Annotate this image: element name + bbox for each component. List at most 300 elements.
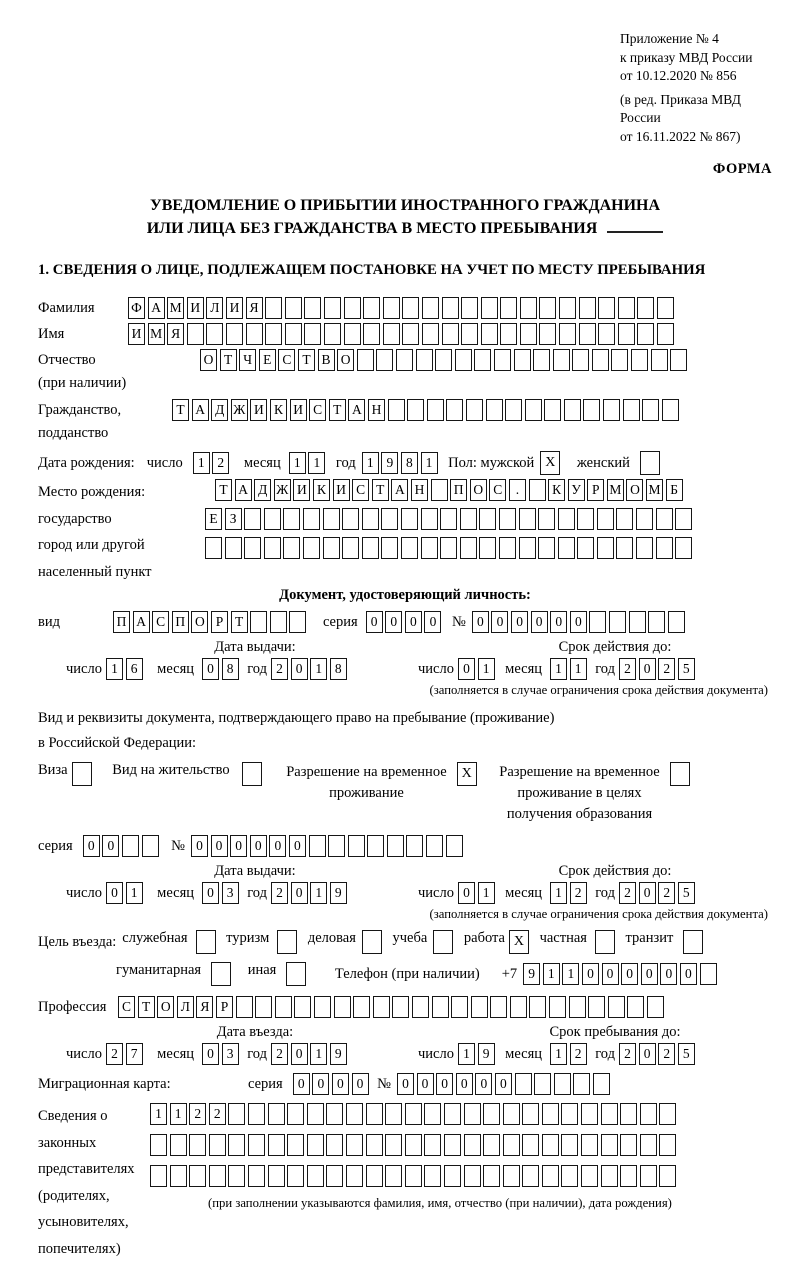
form-cell[interactable] [440, 537, 457, 559]
form-cell[interactable] [598, 323, 615, 345]
form-cell[interactable] [481, 323, 498, 345]
form-cell[interactable] [189, 1134, 206, 1156]
form-cell[interactable]: 5 [678, 658, 695, 680]
form-cell[interactable] [542, 1165, 559, 1187]
form-cell[interactable] [483, 1103, 500, 1125]
form-cell[interactable]: 0 [312, 1073, 329, 1095]
form-cell[interactable] [366, 1103, 383, 1125]
form-cell[interactable]: 0 [83, 835, 100, 857]
form-cell[interactable]: С [152, 611, 169, 633]
form-cell[interactable] [515, 1073, 532, 1095]
form-cell[interactable] [670, 762, 690, 786]
form-cell[interactable] [405, 1103, 422, 1125]
form-cell[interactable]: М [148, 323, 165, 345]
form-cell[interactable] [479, 508, 496, 530]
form-cell[interactable] [581, 1165, 598, 1187]
form-cell[interactable]: 0 [660, 963, 677, 985]
form-cell[interactable] [383, 323, 400, 345]
form-cell[interactable] [307, 1103, 324, 1125]
form-cell[interactable] [401, 508, 418, 530]
form-cell[interactable] [196, 930, 216, 954]
form-cell[interactable] [583, 399, 600, 421]
form-cell[interactable] [255, 996, 272, 1018]
form-cell[interactable] [640, 1165, 657, 1187]
form-cell[interactable] [432, 996, 449, 1018]
form-cell[interactable] [314, 996, 331, 1018]
form-cell[interactable]: 1 [362, 452, 379, 474]
form-cell[interactable]: 0 [397, 1073, 414, 1095]
form-cell[interactable] [444, 1165, 461, 1187]
form-cell[interactable] [675, 508, 692, 530]
form-cell[interactable]: У [568, 479, 585, 501]
form-cell[interactable] [367, 835, 384, 857]
form-cell[interactable]: 5 [678, 1043, 695, 1065]
form-cell[interactable]: 1 [478, 882, 495, 904]
form-cell[interactable]: 0 [456, 1073, 473, 1095]
form-cell[interactable] [620, 1134, 637, 1156]
form-cell[interactable] [205, 537, 222, 559]
form-cell[interactable] [323, 508, 340, 530]
form-cell[interactable]: Я [246, 297, 263, 319]
form-cell[interactable]: 0 [472, 611, 489, 633]
form-cell[interactable] [287, 1165, 304, 1187]
form-cell[interactable]: 9 [523, 963, 540, 985]
form-cell[interactable] [244, 537, 261, 559]
form-cell[interactable]: 1 [478, 658, 495, 680]
form-cell[interactable]: 0 [436, 1073, 453, 1095]
form-cell[interactable] [544, 399, 561, 421]
form-cell[interactable] [283, 508, 300, 530]
form-cell[interactable] [500, 323, 517, 345]
form-cell[interactable] [268, 1134, 285, 1156]
form-cell[interactable] [373, 996, 390, 1018]
form-cell[interactable] [264, 508, 281, 530]
form-cell[interactable] [525, 399, 542, 421]
form-cell[interactable] [287, 1134, 304, 1156]
form-cell[interactable] [647, 996, 664, 1018]
form-cell[interactable] [363, 323, 380, 345]
form-cell[interactable] [304, 323, 321, 345]
form-cell[interactable] [451, 996, 468, 1018]
form-cell[interactable]: 1 [570, 658, 587, 680]
form-cell[interactable] [309, 835, 326, 857]
form-cell[interactable] [656, 508, 673, 530]
form-cell[interactable]: 0 [639, 1043, 656, 1065]
form-cell[interactable] [209, 1134, 226, 1156]
form-cell[interactable] [657, 297, 674, 319]
form-cell[interactable] [421, 508, 438, 530]
form-cell[interactable] [268, 1103, 285, 1125]
form-cell[interactable]: 3 [222, 1043, 239, 1065]
form-cell[interactable]: М [167, 297, 184, 319]
form-cell[interactable] [285, 297, 302, 319]
form-cell[interactable] [514, 349, 531, 371]
form-cell[interactable]: Р [216, 996, 233, 1018]
form-cell[interactable]: 0 [211, 835, 228, 857]
form-cell[interactable] [424, 1103, 441, 1125]
form-cell[interactable]: 0 [202, 882, 219, 904]
form-cell[interactable] [636, 537, 653, 559]
form-cell[interactable] [307, 1134, 324, 1156]
form-cell[interactable] [558, 537, 575, 559]
form-cell[interactable] [542, 1103, 559, 1125]
form-cell[interactable]: 0 [291, 882, 308, 904]
form-cell[interactable] [283, 537, 300, 559]
form-cell[interactable] [444, 1103, 461, 1125]
form-cell[interactable]: К [548, 479, 565, 501]
form-cell[interactable] [538, 508, 555, 530]
form-cell[interactable]: 0 [385, 611, 402, 633]
form-cell[interactable]: А [391, 479, 408, 501]
form-cell[interactable] [510, 996, 527, 1018]
form-cell[interactable] [533, 349, 550, 371]
form-cell[interactable]: 2 [106, 1043, 123, 1065]
form-cell[interactable] [446, 399, 463, 421]
form-cell[interactable]: 2 [658, 882, 675, 904]
form-cell[interactable]: Т [220, 349, 237, 371]
form-cell[interactable] [362, 537, 379, 559]
form-cell[interactable]: 0 [550, 611, 567, 633]
form-cell[interactable]: О [470, 479, 487, 501]
form-cell[interactable]: С [352, 479, 369, 501]
form-cell[interactable] [464, 1103, 481, 1125]
form-cell[interactable]: И [187, 297, 204, 319]
form-cell[interactable] [611, 349, 628, 371]
form-cell[interactable] [455, 349, 472, 371]
form-cell[interactable] [342, 537, 359, 559]
form-cell[interactable] [362, 508, 379, 530]
form-cell[interactable] [598, 297, 615, 319]
form-cell[interactable] [601, 1134, 618, 1156]
form-cell[interactable] [601, 1103, 618, 1125]
form-cell[interactable] [627, 996, 644, 1018]
form-cell[interactable] [561, 1134, 578, 1156]
form-cell[interactable] [559, 323, 576, 345]
form-cell[interactable] [471, 996, 488, 1018]
form-cell[interactable] [431, 479, 448, 501]
form-cell[interactable] [142, 835, 159, 857]
form-cell[interactable]: 0 [475, 1073, 492, 1095]
form-cell[interactable] [402, 323, 419, 345]
form-cell[interactable] [324, 323, 341, 345]
form-cell[interactable] [385, 1165, 402, 1187]
form-cell[interactable]: Р [587, 479, 604, 501]
form-cell[interactable] [421, 537, 438, 559]
form-cell[interactable]: 8 [222, 658, 239, 680]
form-cell[interactable]: Я [167, 323, 184, 345]
form-cell[interactable]: 2 [619, 1043, 636, 1065]
form-cell[interactable]: 0 [405, 611, 422, 633]
form-cell[interactable]: 0 [491, 611, 508, 633]
form-cell[interactable] [631, 349, 648, 371]
form-cell[interactable] [304, 297, 321, 319]
form-cell[interactable]: О [200, 349, 217, 371]
form-cell[interactable] [433, 930, 453, 954]
form-cell[interactable] [640, 1134, 657, 1156]
form-cell[interactable] [422, 323, 439, 345]
form-cell[interactable] [381, 508, 398, 530]
form-cell[interactable]: 5 [678, 882, 695, 904]
form-cell[interactable]: И [128, 323, 145, 345]
form-cell[interactable] [520, 297, 537, 319]
form-cell[interactable] [242, 762, 262, 786]
form-cell[interactable]: П [172, 611, 189, 633]
form-cell[interactable] [416, 349, 433, 371]
form-cell[interactable] [442, 323, 459, 345]
form-cell[interactable] [642, 399, 659, 421]
form-cell[interactable] [228, 1134, 245, 1156]
form-cell[interactable] [597, 508, 614, 530]
form-cell[interactable] [383, 297, 400, 319]
form-cell[interactable]: 0 [332, 1073, 349, 1095]
form-cell[interactable] [640, 1103, 657, 1125]
form-cell[interactable] [170, 1134, 187, 1156]
form-cell[interactable] [342, 508, 359, 530]
form-cell[interactable] [549, 996, 566, 1018]
form-cell[interactable] [402, 297, 419, 319]
form-cell[interactable] [225, 537, 242, 559]
form-cell[interactable]: 2 [189, 1103, 206, 1125]
form-cell[interactable]: 2 [271, 658, 288, 680]
form-cell[interactable]: 1 [310, 1043, 327, 1065]
form-cell[interactable] [538, 537, 555, 559]
form-cell[interactable] [460, 508, 477, 530]
form-cell[interactable]: 0 [602, 963, 619, 985]
form-cell[interactable] [581, 1134, 598, 1156]
form-cell[interactable]: 2 [658, 1043, 675, 1065]
form-cell[interactable]: 0 [291, 658, 308, 680]
form-cell[interactable]: Н [368, 399, 385, 421]
form-cell[interactable] [392, 996, 409, 1018]
form-cell[interactable]: Д [254, 479, 271, 501]
form-cell[interactable] [559, 297, 576, 319]
form-cell[interactable]: 0 [424, 611, 441, 633]
form-cell[interactable] [328, 835, 345, 857]
form-cell[interactable]: 0 [641, 963, 658, 985]
form-cell[interactable] [577, 508, 594, 530]
form-cell[interactable]: 8 [401, 452, 418, 474]
form-cell[interactable]: 6 [126, 658, 143, 680]
form-cell[interactable] [346, 1165, 363, 1187]
form-cell[interactable] [285, 323, 302, 345]
form-cell[interactable] [479, 537, 496, 559]
form-cell[interactable]: 2 [271, 1043, 288, 1065]
form-cell[interactable] [265, 323, 282, 345]
form-cell[interactable]: 0 [582, 963, 599, 985]
form-cell[interactable] [592, 349, 609, 371]
form-cell[interactable] [623, 399, 640, 421]
form-cell[interactable] [406, 835, 423, 857]
form-cell[interactable]: 0 [531, 611, 548, 633]
form-cell[interactable]: З [225, 508, 242, 530]
form-cell[interactable]: X [540, 451, 560, 475]
form-cell[interactable] [446, 835, 463, 857]
form-cell[interactable] [401, 537, 418, 559]
form-cell[interactable] [464, 1165, 481, 1187]
form-cell[interactable] [286, 962, 306, 986]
form-cell[interactable]: Л [206, 297, 223, 319]
form-cell[interactable] [346, 1134, 363, 1156]
form-cell[interactable] [326, 1103, 343, 1125]
form-cell[interactable]: 0 [269, 835, 286, 857]
form-cell[interactable]: 7 [126, 1043, 143, 1065]
form-cell[interactable] [466, 399, 483, 421]
form-cell[interactable]: Л [177, 996, 194, 1018]
form-cell[interactable]: М [646, 479, 663, 501]
form-cell[interactable]: 0 [417, 1073, 434, 1095]
form-cell[interactable] [640, 451, 660, 475]
form-cell[interactable]: 3 [222, 882, 239, 904]
form-cell[interactable] [362, 930, 382, 954]
form-cell[interactable]: 8 [330, 658, 347, 680]
form-cell[interactable] [564, 399, 581, 421]
form-cell[interactable]: 9 [330, 882, 347, 904]
form-cell[interactable]: 9 [381, 452, 398, 474]
form-cell[interactable] [444, 1134, 461, 1156]
form-cell[interactable]: Я [196, 996, 213, 1018]
form-cell[interactable] [683, 930, 703, 954]
form-cell[interactable] [246, 323, 263, 345]
form-cell[interactable]: Т [172, 399, 189, 421]
form-cell[interactable]: 1 [126, 882, 143, 904]
form-cell[interactable]: 0 [291, 1043, 308, 1065]
form-cell[interactable] [396, 349, 413, 371]
form-cell[interactable] [608, 996, 625, 1018]
form-cell[interactable] [522, 1103, 539, 1125]
form-cell[interactable] [366, 1165, 383, 1187]
form-cell[interactable] [363, 297, 380, 319]
form-cell[interactable] [648, 611, 665, 633]
form-cell[interactable]: А [348, 399, 365, 421]
form-cell[interactable] [405, 1134, 422, 1156]
form-cell[interactable] [303, 508, 320, 530]
form-cell[interactable] [662, 399, 679, 421]
form-cell[interactable] [595, 930, 615, 954]
form-cell[interactable] [170, 1165, 187, 1187]
form-cell[interactable]: 0 [352, 1073, 369, 1095]
form-cell[interactable]: Н [411, 479, 428, 501]
form-cell[interactable]: 0 [250, 835, 267, 857]
form-cell[interactable] [385, 1103, 402, 1125]
form-cell[interactable] [206, 323, 223, 345]
form-cell[interactable] [620, 1165, 637, 1187]
form-cell[interactable] [226, 323, 243, 345]
form-cell[interactable] [529, 996, 546, 1018]
form-cell[interactable]: 0 [458, 882, 475, 904]
form-cell[interactable] [407, 399, 424, 421]
form-cell[interactable]: 2 [212, 452, 229, 474]
form-cell[interactable] [503, 1103, 520, 1125]
form-cell[interactable] [264, 537, 281, 559]
form-cell[interactable]: Т [215, 479, 232, 501]
form-cell[interactable] [593, 1073, 610, 1095]
form-cell[interactable] [637, 297, 654, 319]
form-cell[interactable] [426, 835, 443, 857]
form-cell[interactable]: 1 [170, 1103, 187, 1125]
form-cell[interactable] [323, 537, 340, 559]
form-cell[interactable] [519, 537, 536, 559]
form-cell[interactable] [579, 297, 596, 319]
form-cell[interactable] [553, 349, 570, 371]
form-cell[interactable] [503, 1165, 520, 1187]
form-cell[interactable] [424, 1134, 441, 1156]
form-cell[interactable]: Ж [274, 479, 291, 501]
form-cell[interactable]: М [607, 479, 624, 501]
form-cell[interactable] [700, 963, 717, 985]
form-cell[interactable]: 0 [495, 1073, 512, 1095]
form-cell[interactable] [344, 297, 361, 319]
form-cell[interactable] [474, 349, 491, 371]
form-cell[interactable] [494, 349, 511, 371]
form-cell[interactable]: 0 [230, 835, 247, 857]
form-cell[interactable] [589, 611, 606, 633]
form-cell[interactable]: Ж [231, 399, 248, 421]
form-cell[interactable] [265, 297, 282, 319]
form-cell[interactable]: . [509, 479, 526, 501]
form-cell[interactable] [603, 399, 620, 421]
form-cell[interactable] [344, 323, 361, 345]
form-cell[interactable] [609, 611, 626, 633]
form-cell[interactable]: Е [259, 349, 276, 371]
form-cell[interactable] [500, 297, 517, 319]
form-cell[interactable] [150, 1134, 167, 1156]
form-cell[interactable] [275, 996, 292, 1018]
form-cell[interactable]: 0 [102, 835, 119, 857]
form-cell[interactable] [659, 1103, 676, 1125]
form-cell[interactable] [597, 537, 614, 559]
form-cell[interactable]: 9 [330, 1043, 347, 1065]
form-cell[interactable] [381, 537, 398, 559]
form-cell[interactable] [346, 1103, 363, 1125]
form-cell[interactable] [405, 1165, 422, 1187]
form-cell[interactable]: О [191, 611, 208, 633]
form-cell[interactable]: 0 [366, 611, 383, 633]
form-cell[interactable]: П [450, 479, 467, 501]
form-cell[interactable] [388, 399, 405, 421]
form-cell[interactable]: Т [138, 996, 155, 1018]
form-cell[interactable] [189, 1165, 206, 1187]
form-cell[interactable] [248, 1134, 265, 1156]
form-cell[interactable]: X [457, 762, 477, 786]
form-cell[interactable] [424, 1165, 441, 1187]
form-cell[interactable]: С [489, 479, 506, 501]
form-cell[interactable]: Б [666, 479, 683, 501]
form-cell[interactable]: С [278, 349, 295, 371]
form-cell[interactable] [579, 323, 596, 345]
form-cell[interactable]: 1 [106, 658, 123, 680]
form-cell[interactable]: И [333, 479, 350, 501]
form-cell[interactable]: Т [372, 479, 389, 501]
form-cell[interactable] [236, 996, 253, 1018]
form-cell[interactable]: 1 [550, 882, 567, 904]
form-cell[interactable]: 0 [680, 963, 697, 985]
form-cell[interactable] [250, 611, 267, 633]
form-cell[interactable] [366, 1134, 383, 1156]
form-cell[interactable] [303, 537, 320, 559]
form-cell[interactable] [629, 611, 646, 633]
form-cell[interactable] [618, 323, 635, 345]
form-cell[interactable] [481, 297, 498, 319]
form-cell[interactable] [324, 297, 341, 319]
form-cell[interactable]: 0 [289, 835, 306, 857]
form-cell[interactable] [357, 349, 374, 371]
form-cell[interactable]: 0 [511, 611, 528, 633]
form-cell[interactable] [601, 1165, 618, 1187]
form-cell[interactable] [519, 508, 536, 530]
form-cell[interactable] [503, 1134, 520, 1156]
form-cell[interactable] [569, 996, 586, 1018]
form-cell[interactable] [289, 611, 306, 633]
